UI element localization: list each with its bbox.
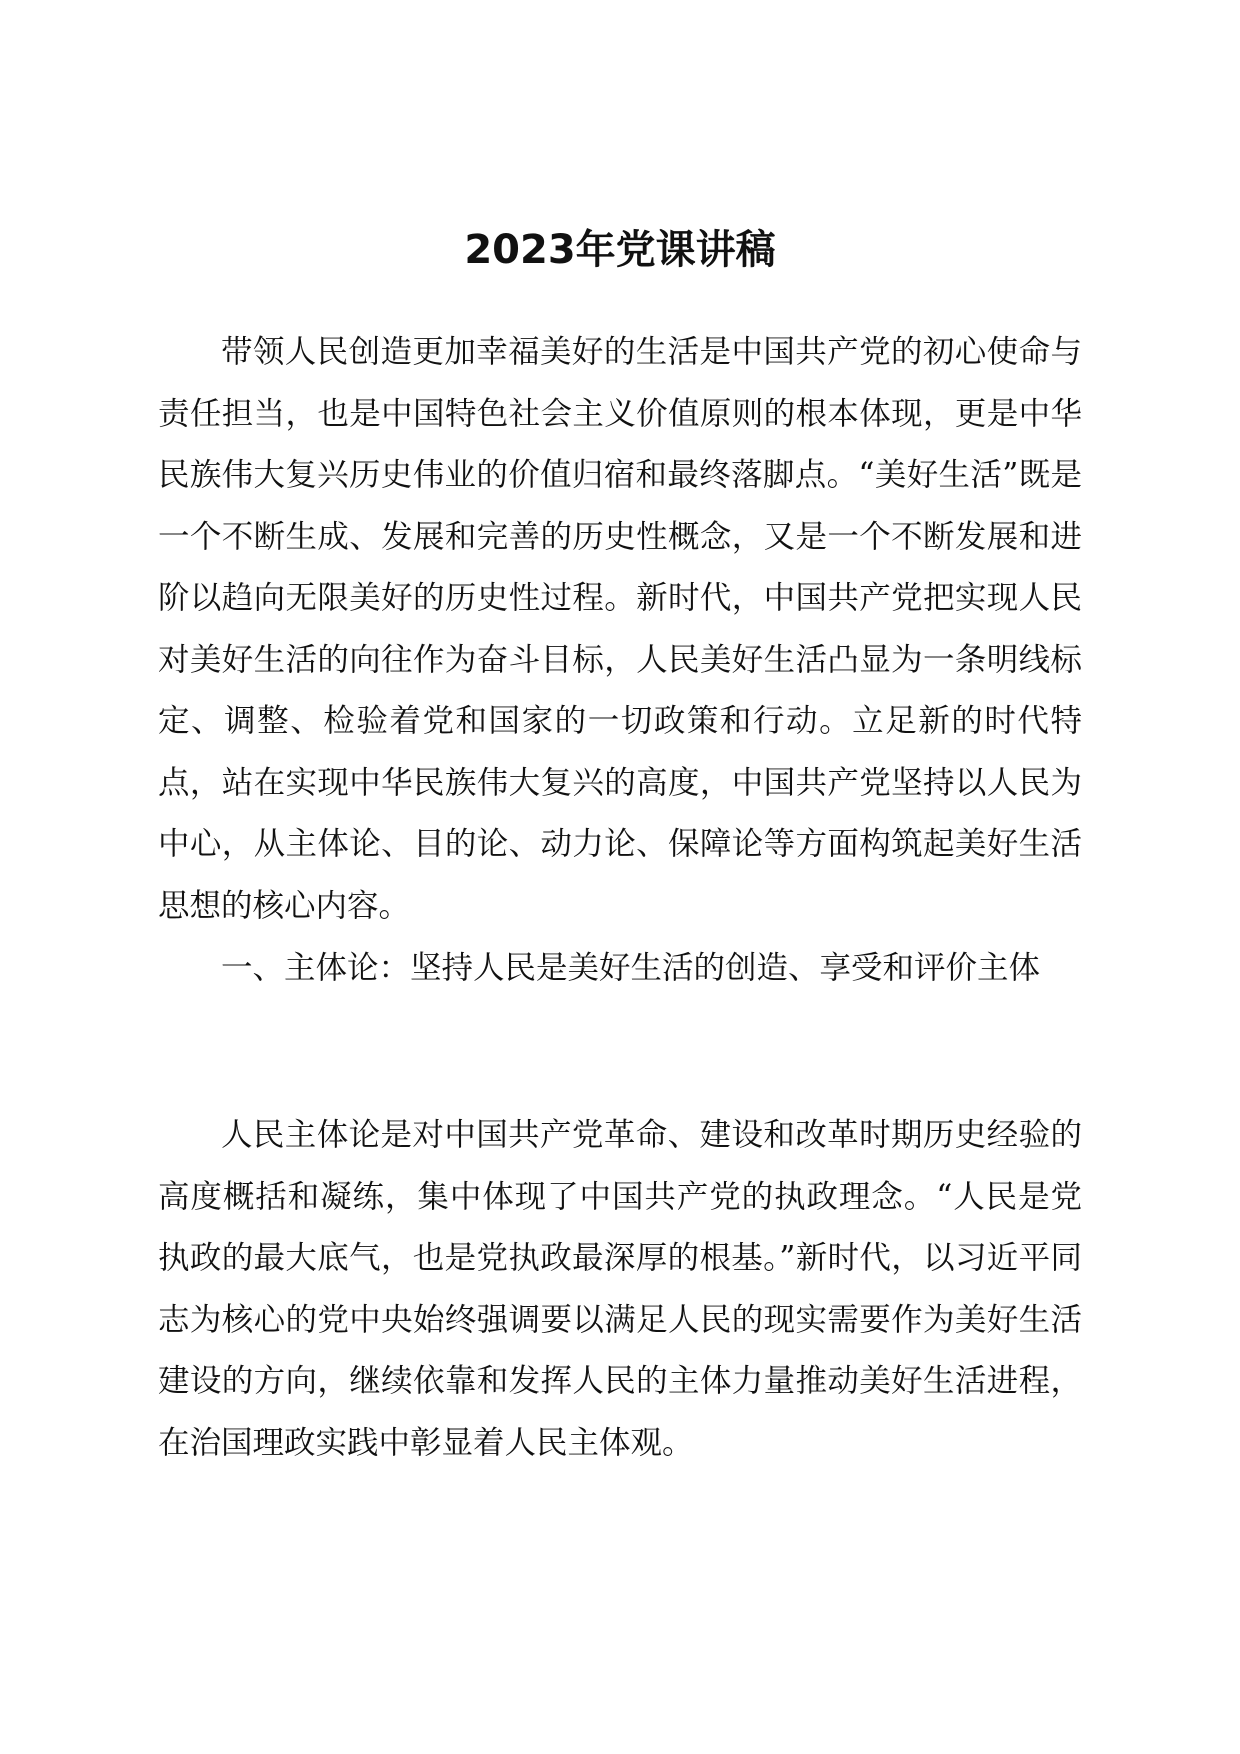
section-heading-subject-theory (158, 938, 1082, 1000)
page-title: 2023年党课讲稿 (464, 227, 776, 273)
section-heading-text: 一、主体论：坚持人民是美好生活的创造、享受和评价主体 (221, 950, 1041, 986)
paragraph-text: 带领人民创造更加幸福美好的生活是中国共产党的初心使命与责任担当，也是中国特色社会主义价值原则的根本体现，更是中华民族伟大复兴历史伟业的价值归宿和最终落脚点。“美好生活”既是一个不断生成、发展和完善的历史性概念，又是一个不断发展和进阶以趋向无限美好的历史性过程。新时代，中国共产党把实现人民对美好生活的向往作为奋斗目标，人民美好生活凸显为一条明线标定、调整、检验着党和国家的一切政策和行动。立足新的时代特点，站在实现中华民族伟大复兴的高度，中国共产党坚持以人民为中心，从主体论、目的论、动力论、保障论等方面构筑起美好生活思想的核心内容。 (158, 334, 1082, 924)
paragraph-text: 人民主体论是对中国共产党革命、建设和改革时期历史经验的高度概括和凝练，集中体现了中国共产党的执政理念。“人民是党执政的最大底气，也是党执政最深厚的根基。”新时代，以习近平同志为核心的党中央始终强调要以满足人民的现实需要作为美好生活建设的方向，继续依靠和发挥人民的主体力量推动美好生活进程，在治国理政实践中彰显着人民主体观。 (158, 1117, 1082, 1461)
paragraph-intro (158, 322, 1082, 937)
paragraph-people-subject (158, 1105, 1082, 1474)
